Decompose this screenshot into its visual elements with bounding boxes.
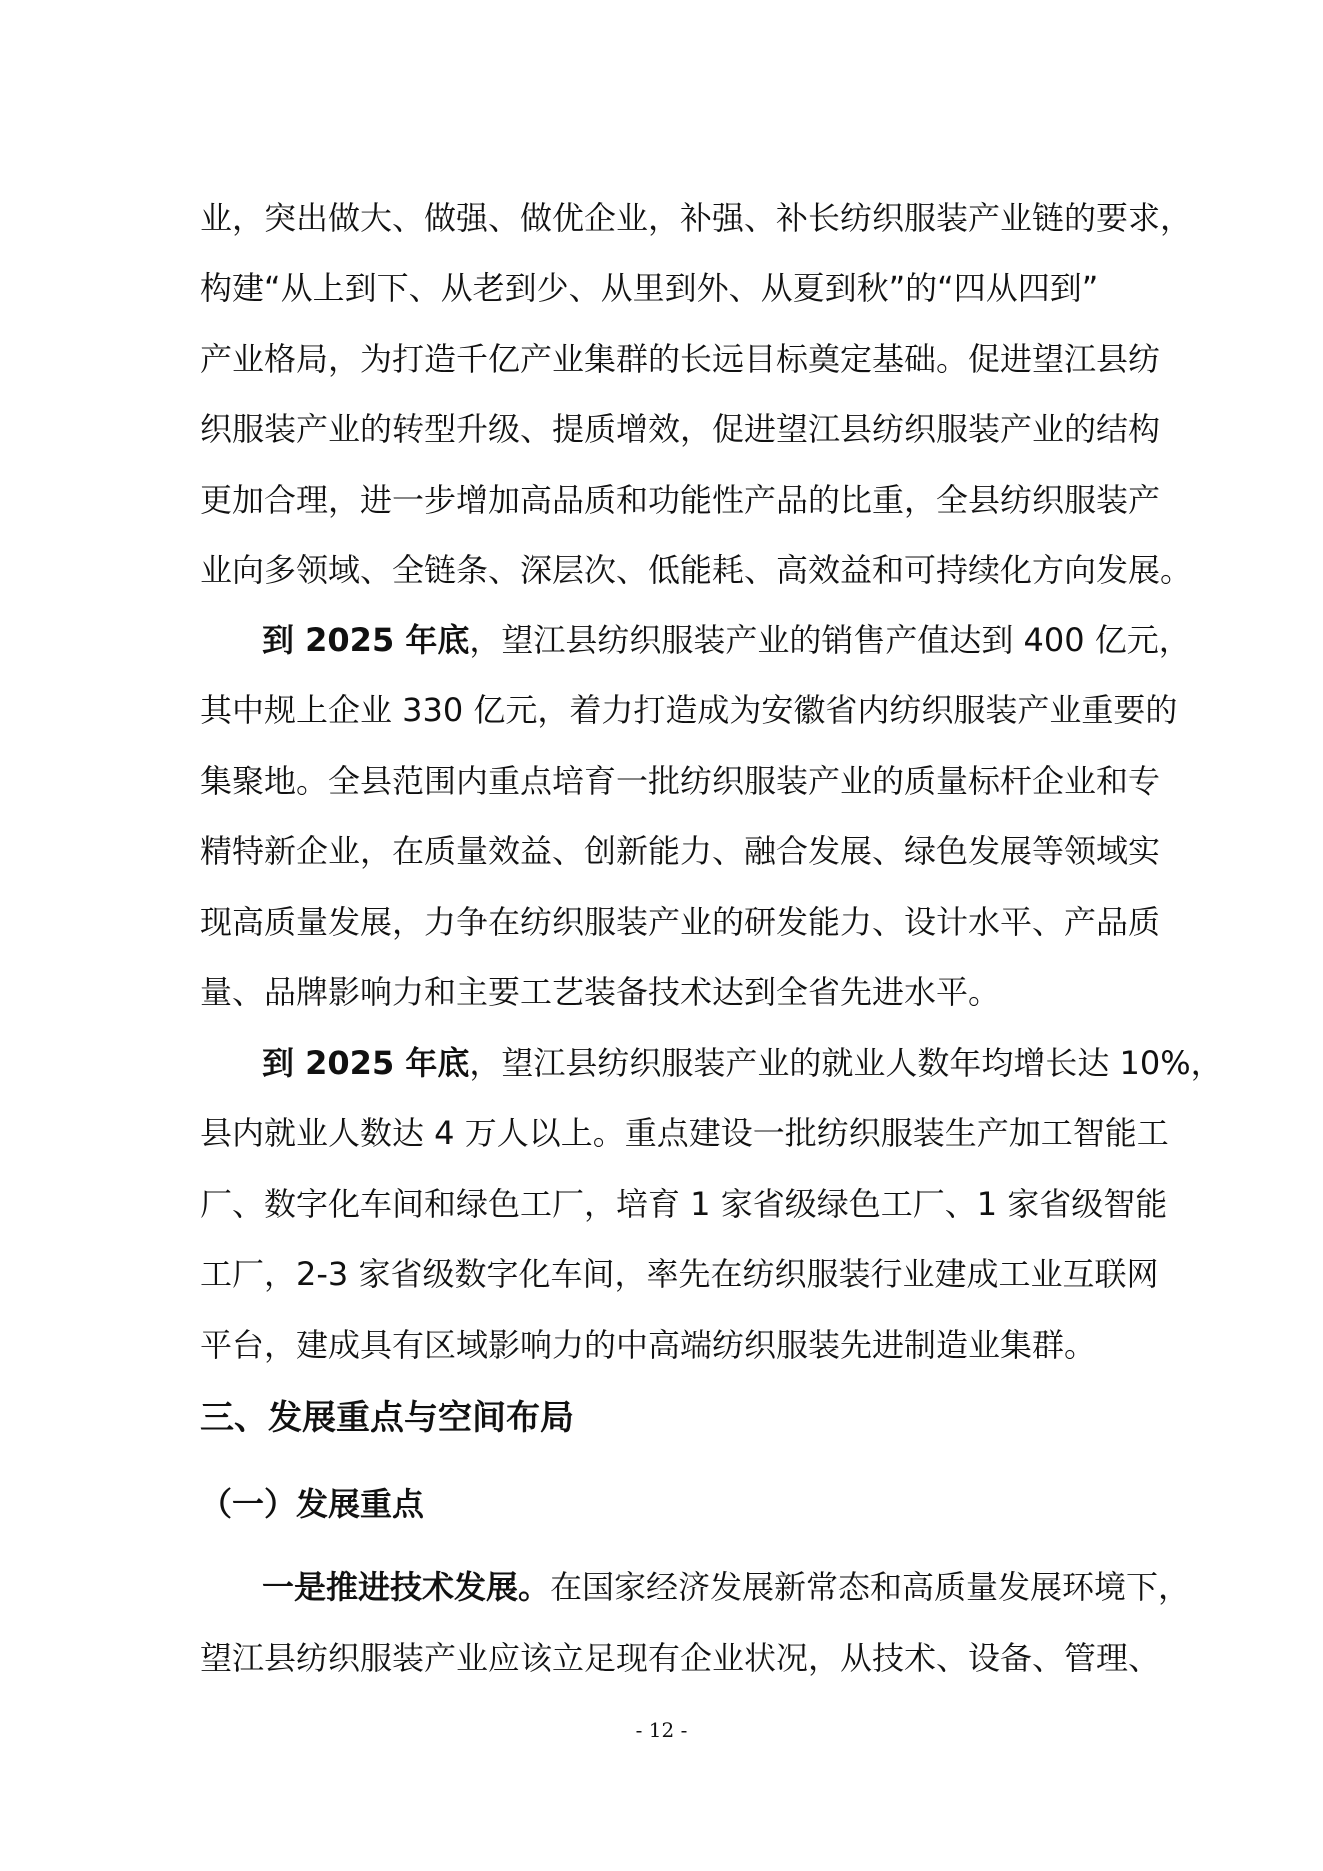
paragraph-3-line-3: 厂、数字化车间和绿色工厂，培育 1 家省级绿色工厂、1 家省级智能 <box>200 1185 1168 1223</box>
page-number: - 12 - <box>635 1718 688 1742</box>
paragraph-2-first-rest: ，望江县纺织服装产业的销售产值达到 400 亿元， <box>469 621 1191 659</box>
paragraph-1-line-4: 织服装产业的转型升级、提质增效，促进望江县纺织服装产业的结构 <box>200 410 1161 448</box>
paragraph-2-line-4: 精特新企业，在质量效益、创新能力、融合发展、绿色发展等领域实 <box>200 832 1161 870</box>
paragraph-1-line-6: 业向多领域、全链条、深层次、低能耗、高效益和可持续化方向发展。 <box>200 551 1193 589</box>
paragraph-2-line-1 <box>262 618 1191 662</box>
paragraph-4-line-2: 望江县纺织服装产业应该立足现有企业状况，从技术、设备、管理、 <box>200 1639 1161 1677</box>
paragraph-3-lead: 到 2025 年底 <box>262 1044 470 1082</box>
paragraph-2-line-6: 量、品牌影响力和主要工艺装备技术达到全省先进水平。 <box>200 973 1001 1011</box>
paragraph-1-line-3: 产业格局，为打造千亿产业集群的长远目标奠定基础。促进望江县纺 <box>200 340 1161 378</box>
subsection-heading: （一）发展重点 <box>200 1485 425 1523</box>
paragraph-4-first-rest: 在国家经济发展新常态和高质量发展环境下， <box>550 1568 1191 1606</box>
paragraph-2-line-5: 现高质量发展，力争在纺织服装产业的研发能力、设计水平、产品质 <box>200 903 1161 941</box>
section-heading: 三、发展重点与空间布局 <box>200 1398 574 1438</box>
paragraph-2-lead: 到 2025 年底 <box>262 621 470 659</box>
paragraph-1-line-5: 更加合理，进一步增加高品质和功能性产品的比重，全县纺织服装产 <box>200 481 1161 519</box>
paragraph-2-line-2: 其中规上企业 330 亿元，着力打造成为安徽省内纺织服装产业重要的 <box>200 691 1178 729</box>
paragraph-1-line-2: 构建“从上到下、从老到少、从里到外、从夏到秋”的“四从四到” <box>200 269 1099 307</box>
paragraph-3-line-1 <box>262 1041 1223 1085</box>
paragraph-1-line-1: 业，突出做大、做强、做优企业，补强、补长纺织服装产业链的要求， <box>200 199 1193 237</box>
paragraph-3-line-2: 县内就业人数达 4 万人以上。重点建设一批纺织服装生产加工智能工 <box>200 1114 1169 1152</box>
paragraph-4-lead: 一是推进技术发展。 <box>262 1568 551 1606</box>
paragraph-3-line-5: 平台，建成具有区域影响力的中高端纺织服装先进制造业集群。 <box>200 1326 1097 1364</box>
paragraph-3-first-rest: ，望江县纺织服装产业的就业人数年均增长达 10%， <box>469 1044 1223 1082</box>
paragraph-2-line-3: 集聚地。全县范围内重点培育一批纺织服装产业的质量标杆企业和专 <box>200 762 1161 800</box>
paragraph-4-line-1 <box>262 1565 1191 1609</box>
paragraph-3-line-4: 工厂，2-3 家省级数字化车间，率先在纺织服装行业建成工业互联网 <box>200 1255 1159 1293</box>
